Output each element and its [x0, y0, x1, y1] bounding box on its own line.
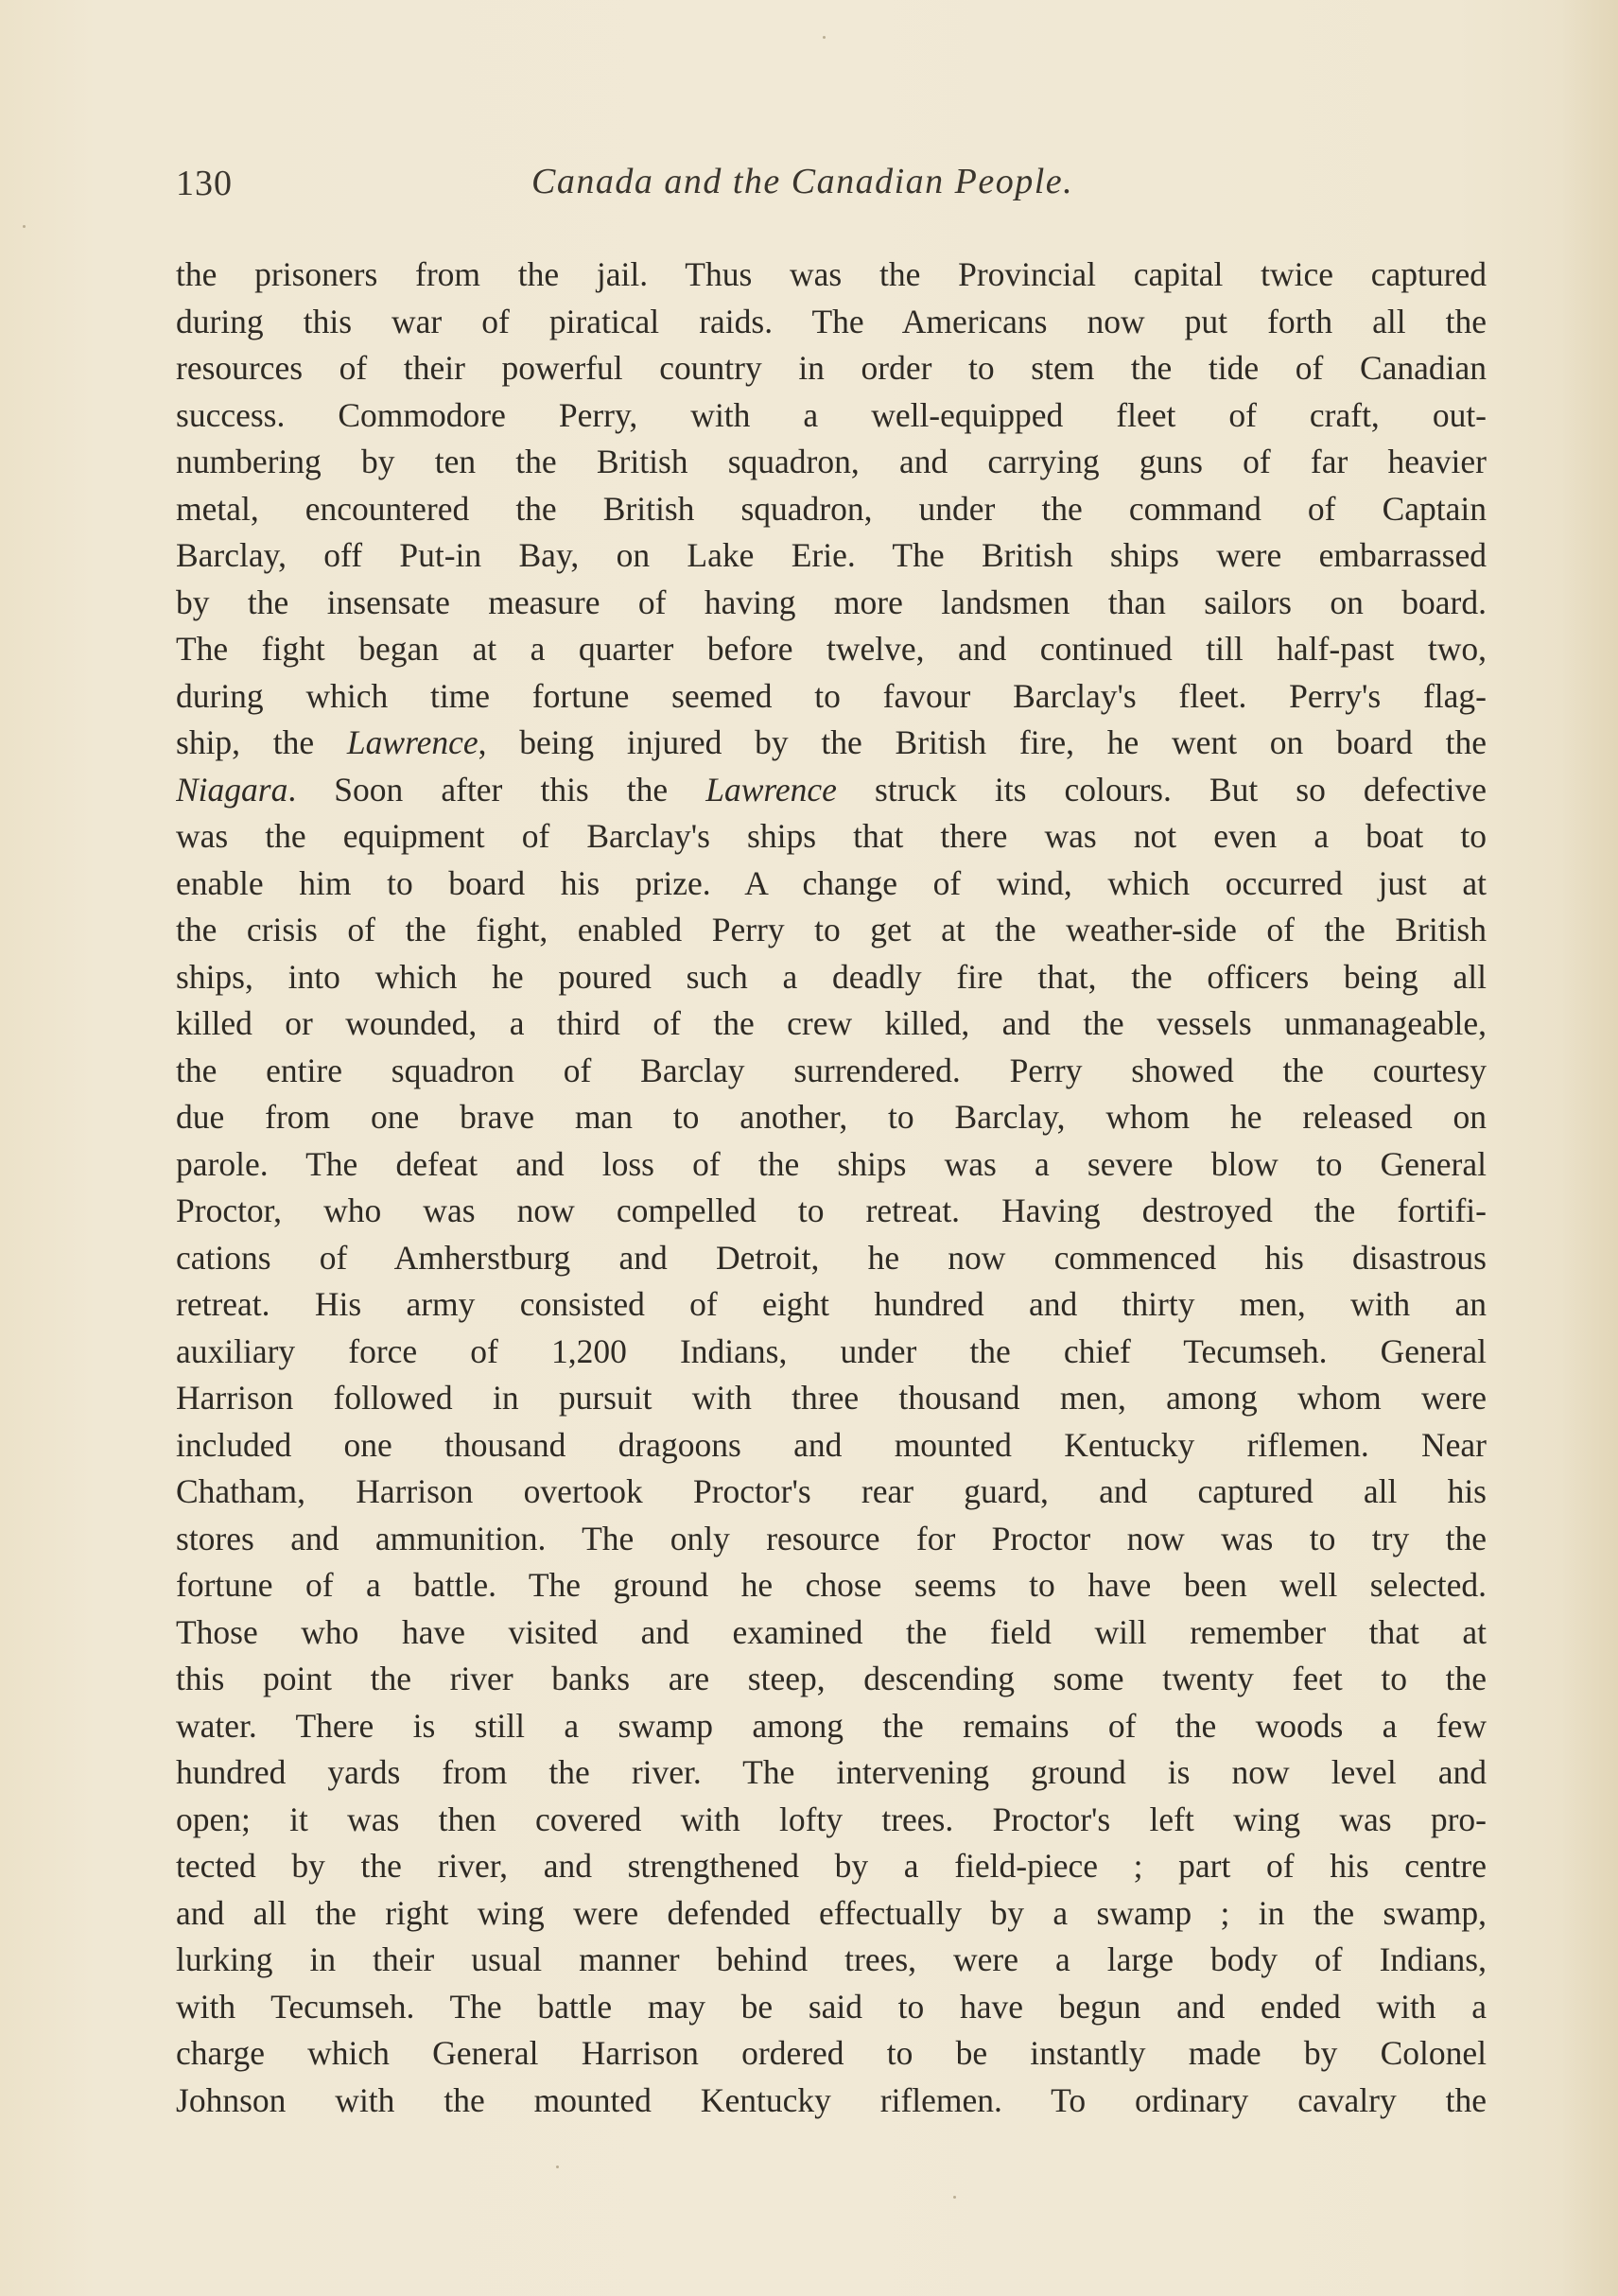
text-line: parole. The defeat and loss of the ships was a severe blow to General — [176, 1144, 1487, 1183]
text-line: tected by the river, and strengthened by a field-piece ; part of his centre — [176, 1847, 1487, 1885]
text-line: hundred yards from the river. The intervening ground is now level and — [176, 1753, 1487, 1791]
running-title: Canada and the Canadian People. — [531, 162, 1074, 201]
text-line: open; it was then covered with lofty trees. Proctor's left wing was pro- — [176, 1800, 1487, 1838]
paper-speck — [556, 2166, 559, 2168]
text-line: charge which General Harrison ordered to be instantly made by Colonel — [176, 2034, 1487, 2072]
page-edge-shadow — [1561, 0, 1618, 2296]
text-line: Chatham, Harrison overtook Proctor's rear guard, and captured all his — [176, 1472, 1487, 1510]
text-line: Barclay, off Put-in Bay, on Lake Erie. The British ships were embarrassed — [176, 536, 1487, 574]
paper-speck — [823, 36, 826, 39]
text-line: during this war of piratical raids. The Americans now put forth all the — [176, 302, 1487, 340]
text-segment: struck its colours. But so defective — [836, 770, 1487, 809]
text-line: Those who have visited and examined the field will remember that at — [176, 1612, 1487, 1651]
ship-name-niagara: Niagara — [176, 770, 288, 809]
text-line: metal, encountered the British squadron, under the command of Captain — [176, 489, 1487, 528]
text-line: by the insensate measure of having more landsmen than sailors on board. — [176, 583, 1487, 621]
running-head — [176, 163, 1481, 219]
page-number: 130 — [176, 164, 233, 203]
ship-name-lawrence: Lawrence — [346, 723, 478, 761]
text-line: with Tecumseh. The battle may be said to have begun and ended with a — [176, 1987, 1487, 2026]
text-line: the entire squadron of Barclay surrendered. Perry showed the courtesy — [176, 1051, 1487, 1089]
text-line: enable him to board his prize. A change of wind, which occurred just at — [176, 863, 1487, 902]
text-line: Harrison followed in pursuit with three thousand men, among whom were — [176, 1379, 1487, 1417]
text-line: The fight began at a quarter before twelve, and continued till half-past two, — [176, 630, 1487, 668]
text-line: fortune of a battle. The ground he chose seems to have been well selected. — [176, 1566, 1487, 1604]
text-line: Johnson with the mounted Kentucky riflemen. To ordinary cavalry the — [176, 2080, 1487, 2119]
paper-speck — [23, 225, 26, 228]
text-line: retreat. His army consisted of eight hundred and thirty men, with an — [176, 1285, 1487, 1323]
text-line: ships, into which he poured such a deadly fire that, the officers being all — [176, 957, 1487, 996]
text-segment: . Soon after this the — [287, 770, 706, 809]
text-line: during which time fortune seemed to favour Barclay's fleet. Perry's flag- — [176, 676, 1487, 715]
text-line — [176, 720, 1487, 767]
text-line: lurking in their usual manner behind trees, were a large body of Indians, — [176, 1940, 1487, 1978]
text-line: Proctor, who was now compelled to retreat. Having destroyed the fortifi- — [176, 1191, 1487, 1229]
text-line: due from one brave man to another, to Barclay, whom he released on — [176, 1098, 1487, 1136]
text-line: killed or wounded, a third of the crew killed, and the vessels unmanageable, — [176, 1004, 1487, 1042]
text-line: was the equipment of Barclay's ships that there was not even a boat to — [176, 817, 1487, 855]
text-line: this point the river banks are steep, descending some twenty feet to the — [176, 1660, 1487, 1697]
text-line: success. Commodore Perry, with a well-equipped fleet of craft, out- — [176, 395, 1487, 434]
text-line: and all the right wing were defended effectually by a swamp ; in the swamp, — [176, 1893, 1487, 1932]
text-line: the prisoners from the jail. Thus was the Provincial capital twice captured — [176, 255, 1487, 293]
text-line: the crisis of the fight, enabled Perry to get at the weather-side of the British — [176, 911, 1487, 948]
ship-name-lawrence: Lawrence — [705, 770, 837, 809]
text-line: resources of their powerful country in order to stem the tide of Canadian — [176, 349, 1487, 387]
body-text — [176, 252, 1487, 2124]
text-line: stores and ammunition. The only resource for Proctor now was to try the — [176, 1519, 1487, 1557]
text-segment: , being injured by the British fire, he went on board the — [478, 723, 1487, 761]
text-line — [176, 767, 1487, 814]
text-line: numbering by ten the British squadron, and carrying guns of far heavier — [176, 443, 1487, 480]
text-line: included one thousand dragoons and mounted Kentucky riflemen. Near — [176, 1425, 1487, 1464]
text-line: auxiliary force of 1,200 Indians, under the chief Tecumseh. General — [176, 1331, 1487, 1370]
text-line: cations of Amherstburg and Detroit, he now commenced his disastrous — [176, 1238, 1487, 1277]
paper-speck — [953, 2196, 956, 2199]
text-line: water. There is still a swamp among the remains of the woods a few — [176, 1706, 1487, 1745]
text-segment: ship, the — [176, 723, 347, 761]
